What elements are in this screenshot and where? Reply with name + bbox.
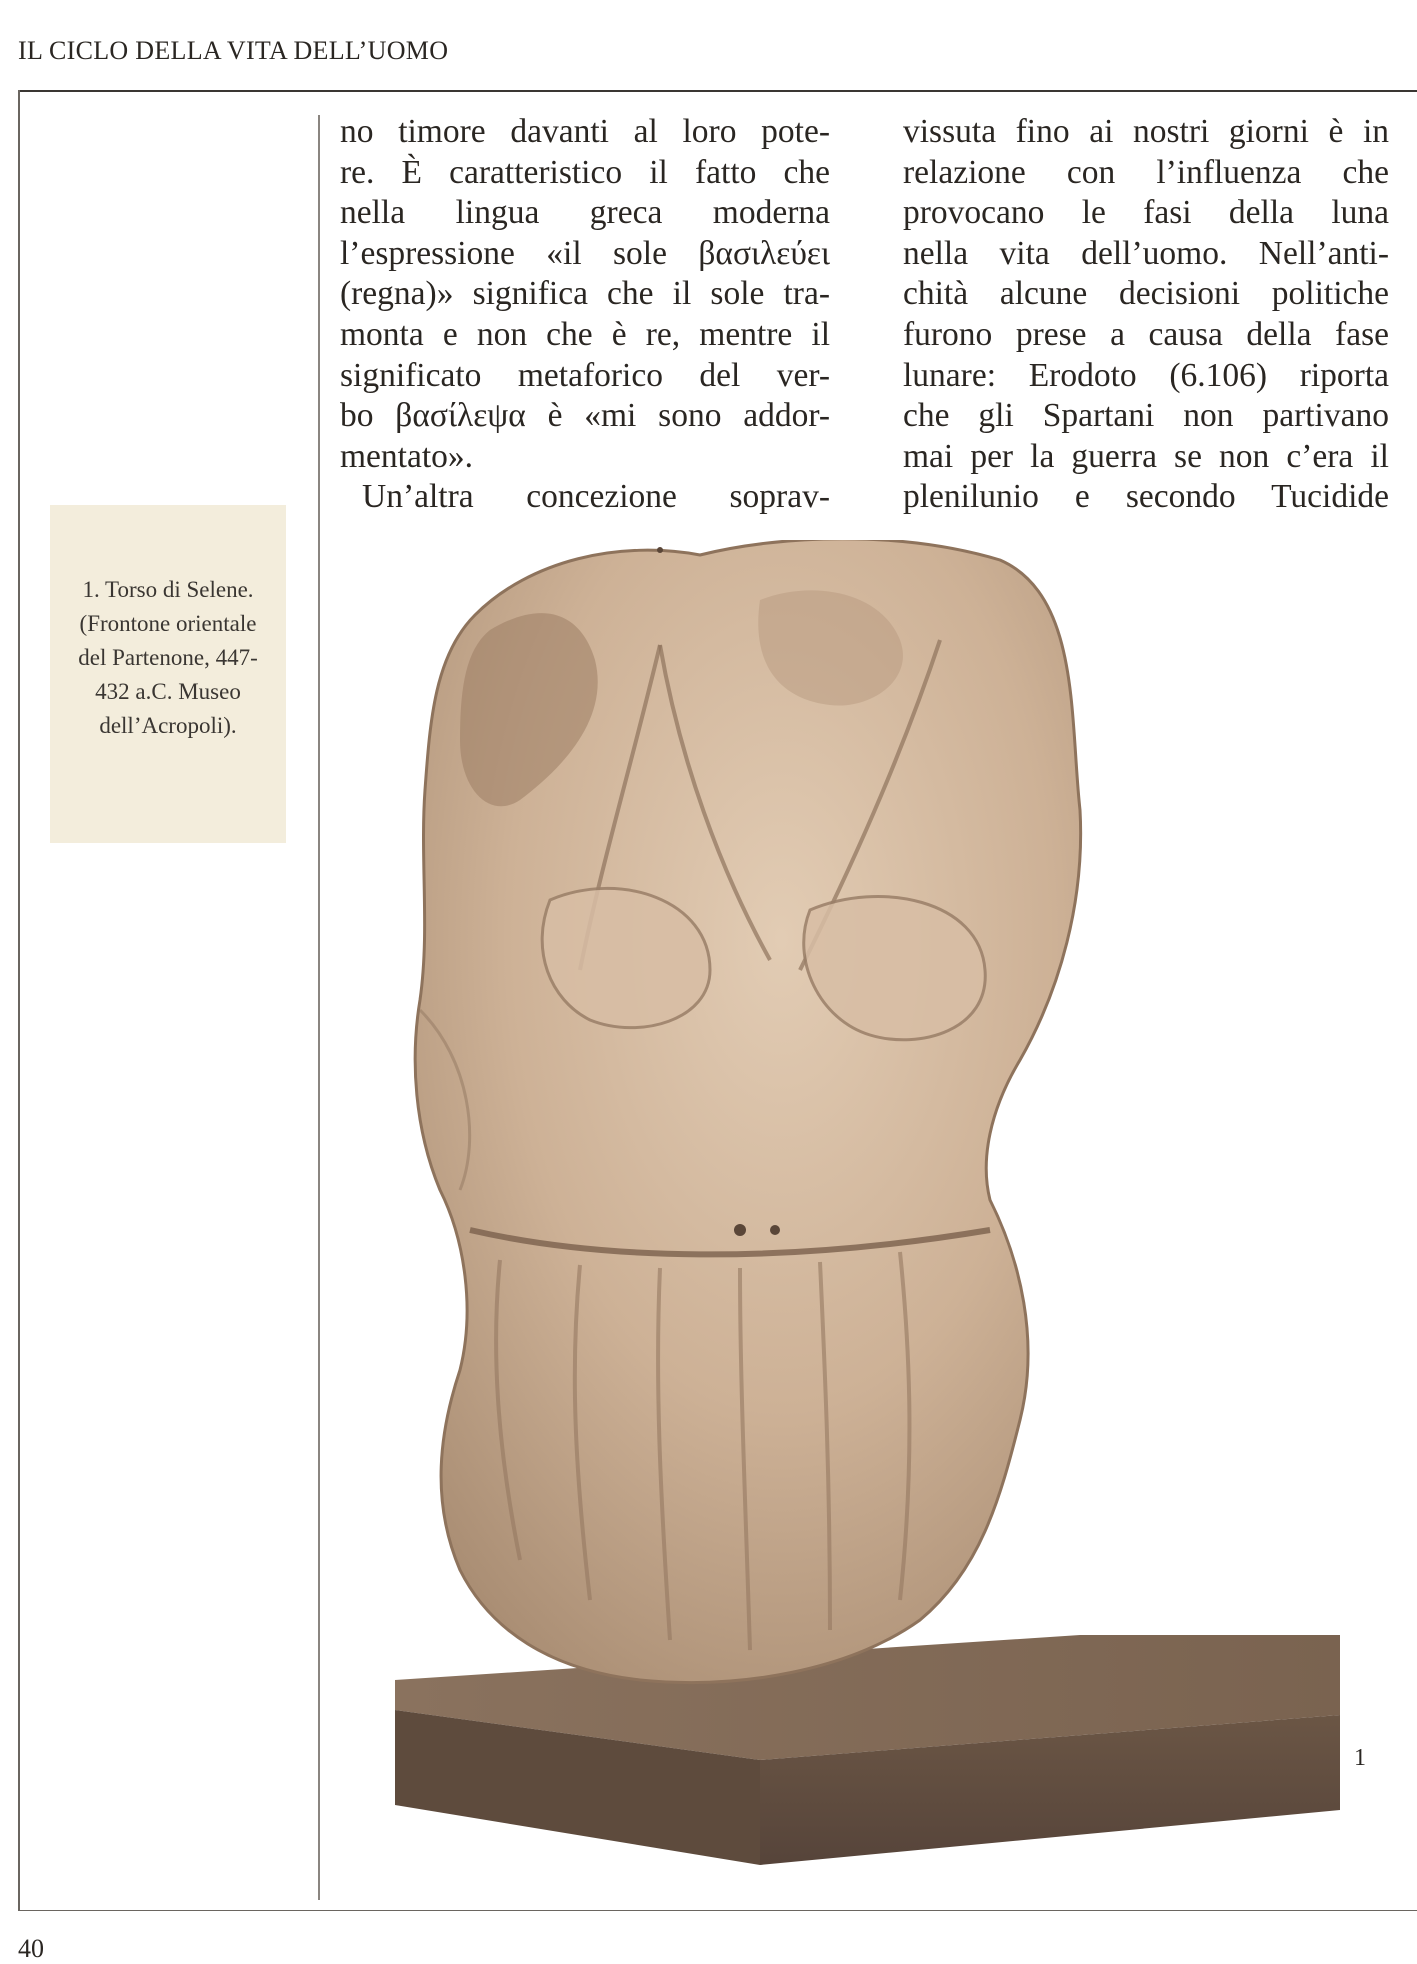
text-line: mentato». <box>340 437 474 475</box>
figure-caption-box <box>50 505 286 843</box>
text-column-1 <box>340 112 830 518</box>
top-rule <box>18 90 1417 92</box>
text-line: Un’altra concezione soprav- <box>362 478 830 516</box>
text-line: bo βασίλεψα è «mi sono addor- <box>340 397 830 435</box>
text-line: plenilunio e secondo Tucidide <box>903 478 1389 516</box>
figure-number: 1 <box>1354 1745 1366 1771</box>
text-line: vissuta fino ai nostri giorni è in <box>903 113 1389 150</box>
page-number: 40 <box>18 1934 44 1963</box>
paragraph-3 <box>903 112 1389 518</box>
running-head: IL CICLO DELLA VITA DELL’UOMO <box>18 36 449 65</box>
figure-caption-text: 1. Torso di Selene. (Frontone orientale del Partenone, 447-432 a.C. Museo dell’Acropoli). <box>78 577 258 738</box>
text-line: nella vita dell’uomo. Nell’anti- <box>903 234 1389 272</box>
marble-torso <box>415 540 1080 1683</box>
text-line: lunare: Erodoto (6.106) riporta <box>903 356 1389 394</box>
text-line: re. È caratteristico il fatto che <box>340 153 830 191</box>
text-line: (regna)» significa che il sole tra- <box>340 275 830 313</box>
bottom-rule <box>18 1910 1417 1911</box>
text-line: mai per la guerra se non c’era il <box>903 437 1389 475</box>
text-line: monta e non che è re, mentre il <box>340 315 830 353</box>
text-column-2 <box>903 112 1389 518</box>
text-line: provocano le fasi della luna <box>903 194 1389 232</box>
text-line: no timore davanti al loro pote- <box>340 113 830 150</box>
left-margin-rule <box>18 90 20 1910</box>
text-line: l’espressione «il sole βασιλεύει <box>340 234 830 272</box>
paragraph-2 <box>340 477 830 518</box>
paragraph-1 <box>340 112 830 477</box>
display-base <box>395 1635 1340 1865</box>
text-line: significato metaforico del ver- <box>340 356 830 394</box>
text-line: furono prese a causa della fase <box>903 315 1389 353</box>
text-line: nella lingua greca moderna <box>340 194 830 232</box>
text-line: chità alcune decisioni politiche <box>903 275 1389 313</box>
text-line: relazione con l’influenza che <box>903 153 1389 191</box>
text-line: che gli Spartani non partivano <box>903 397 1389 435</box>
selene-torso-figure <box>380 540 1410 1910</box>
column-divider-rule <box>318 115 320 1900</box>
